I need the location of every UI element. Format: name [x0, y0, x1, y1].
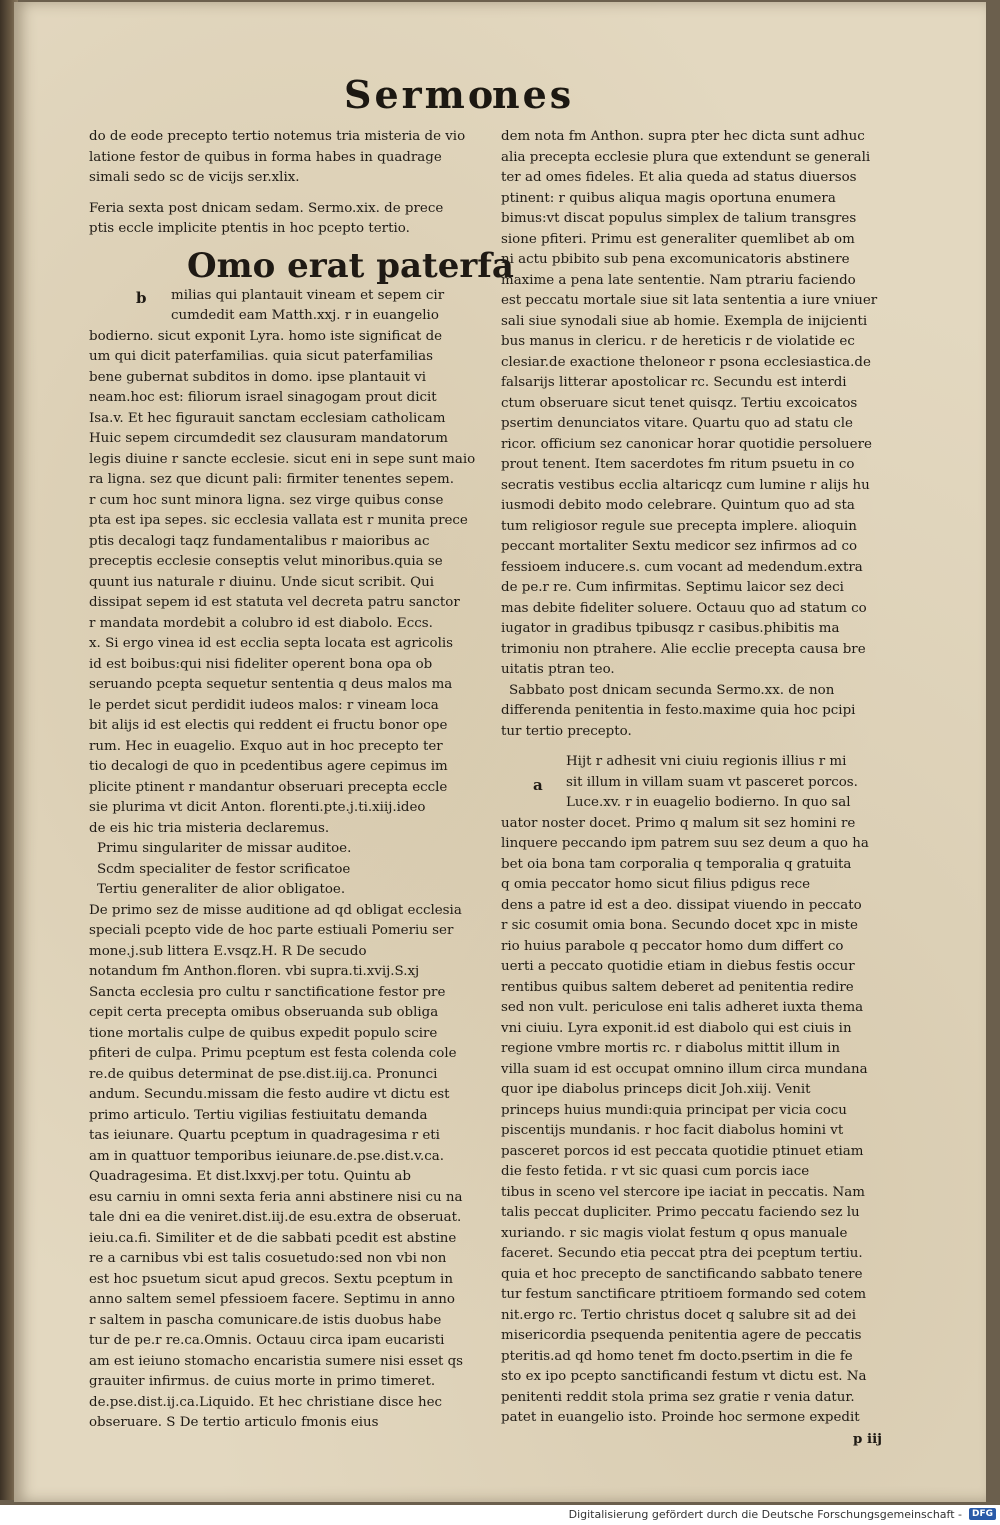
- text-line: [501, 1408, 886, 1429]
- text-line: [89, 429, 484, 450]
- line-text: do de eode precepto tertio notemus tria misteria de vio: [89, 129, 466, 144]
- line-text: talis peccat dupliciter. Primo peccatu faciendo sez lu: [501, 1205, 860, 1220]
- guide-letter: b: [136, 288, 147, 306]
- text-line: [501, 937, 886, 958]
- text-line: [89, 1413, 484, 1434]
- line-text: mas debite fideliter soluere. Octauu quo ad statum co: [501, 600, 867, 616]
- text-line: [89, 388, 484, 409]
- text-line: [89, 491, 484, 512]
- digitization-footer: [0, 1505, 1000, 1525]
- line-text: ricor. officium sez canonicar horar quotidie persoluere: [501, 436, 872, 452]
- line-text: speciali pcepto vide de hoc parte estiuali Pomeriu ser: [89, 923, 454, 938]
- line-text: Hijt r adhesit vni ciuiu regionis illius r mi: [566, 754, 847, 769]
- text-line: [89, 409, 484, 430]
- text-line: [89, 1188, 484, 1209]
- right-column: [501, 127, 886, 1449]
- text-line: [501, 1347, 886, 1368]
- text-line: [89, 1085, 484, 1106]
- line-text: pfiteri de culpa. Primu pceptum est festa colenda cole: [89, 1046, 457, 1061]
- text-line: [501, 332, 886, 353]
- paragraph-gap: [501, 742, 886, 752]
- text-line: [501, 978, 886, 999]
- line-text: Scdm specialiter de festor scrificatoe: [97, 861, 351, 877]
- line-text: piscentijs mundanis. r hoc facit diabolus homini vt: [501, 1123, 844, 1138]
- text-line: [89, 552, 484, 573]
- text-line: [501, 537, 886, 558]
- line-text: quunt ius naturale r diuinu. Unde sicut scribit. Qui: [89, 574, 435, 590]
- text-line: [501, 773, 886, 794]
- text-line: [501, 957, 886, 978]
- line-text: grauiter infirmus. de cuius morte in primo timeret.: [89, 1374, 436, 1389]
- line-text: rum. Hec in euagelio. Exquo aut in hoc precepto ter: [89, 738, 443, 754]
- text-line: [89, 634, 484, 655]
- line-text: am est ieiuno stomacho encaristia sumere nisi esset qs: [89, 1353, 464, 1369]
- text-line: [89, 675, 484, 696]
- line-text: est hoc psuetum sicut apud grecos. Sextu pceptum in: [89, 1271, 453, 1287]
- line-text: pasceret porcos id est peccata quotidie ptinuet etiam: [501, 1143, 864, 1159]
- line-text: primo articulo. Tertiu vigilias festiuitatu demanda: [89, 1107, 428, 1123]
- line-text: uerti a peccato quotidie etiam in diebus festis occur: [501, 959, 855, 974]
- line-text: bodierno. sicut exponit Lyra. homo iste significat de: [89, 328, 443, 344]
- text-line: [89, 1229, 484, 1250]
- text-line: [89, 168, 484, 189]
- text-line: [89, 148, 484, 169]
- line-text: re.de quibus determinat de pse.dist.iij.ca. Pronunci: [89, 1066, 438, 1082]
- line-text: tur tertio precepto.: [501, 723, 632, 739]
- text-line: [501, 1060, 886, 1081]
- line-text: iusmodi debito modo celebrare. Quintum quo ad sta: [501, 498, 855, 513]
- text-line: [89, 655, 484, 676]
- line-text: pteritis.ad qd homo tenet fm docto.psertim in die fe: [501, 1348, 853, 1364]
- text-line: [89, 1352, 484, 1373]
- text-line: [89, 1372, 484, 1393]
- text-line: [501, 414, 886, 435]
- text-line: [501, 1019, 886, 1040]
- text-line: [89, 511, 484, 532]
- dfg-logo: DFG: [969, 1508, 996, 1520]
- line-text: de eis hic tria misteria declaremus.: [89, 820, 330, 836]
- line-text: quor ipe diabolus princeps dicit Joh.xiij. Venit: [501, 1082, 811, 1097]
- header-right: nes: [492, 72, 575, 117]
- line-text: ter ad omes fideles. Et alia queda ad status diuersos: [501, 170, 857, 185]
- line-text: xuriando. r sic magis violat festum q opus manuale: [501, 1225, 848, 1241]
- line-text: misericordia psequenda penitentia agere de peccatis: [501, 1328, 862, 1343]
- text-line: [89, 962, 484, 983]
- text-line: [89, 778, 484, 799]
- line-text: andum. Secundu.missam die festo audire vt dictu est: [89, 1087, 450, 1102]
- line-text: tur de pe.r re.ca.Omnis. Octauu circa ipam eucaristi: [89, 1333, 445, 1348]
- text-line: [501, 373, 886, 394]
- book-page: [14, 2, 986, 1502]
- line-text: cepit certa precepta omibus obseruanda sub obliga: [89, 1005, 439, 1020]
- text-line: [89, 306, 484, 327]
- text-line: [501, 1162, 886, 1183]
- text-line: [501, 271, 886, 292]
- text-line: [89, 942, 484, 963]
- line-text: ieiu.ca.fi. Similiter et de die sabbati pcedit est abstine: [89, 1230, 457, 1246]
- text-line: [89, 1147, 484, 1168]
- text-line: [501, 496, 886, 517]
- text-line: [89, 1167, 484, 1188]
- text-line: [89, 1290, 484, 1311]
- text-line: [89, 798, 484, 819]
- line-text: differenda penitentia in festo.maxime quia hoc pcipi: [501, 703, 856, 718]
- line-text: Tertiu generaliter de alior obligatoe.: [97, 882, 346, 897]
- line-text: neam.hoc est: filiorum israel sinagogam prout dicit: [89, 390, 437, 405]
- text-line: [501, 148, 886, 169]
- text-line: [501, 998, 886, 1019]
- line-text: psertim denunciatos vitare. Quartu quo ad statu cle: [501, 416, 853, 431]
- text-line: [501, 599, 886, 620]
- line-text: r mandata mordebit a colubro id est diabolo. Eccs.: [89, 615, 433, 631]
- text-line: [89, 327, 484, 348]
- line-text: Huic sepem circumdedit sez clausuram mandatorum: [89, 431, 448, 446]
- line-text: maxime a pena late sententie. Nam ptrariu faciendo: [501, 272, 856, 288]
- text-line: [89, 1106, 484, 1127]
- text-line: [89, 1311, 484, 1332]
- line-text: notandum fm Anthon.floren. vbi supra.ti.xvij.S.xj: [89, 964, 420, 979]
- text-line: [89, 1393, 484, 1414]
- line-text: iugator in gradibus tpibusqz r casibus.phibitis ma: [501, 621, 840, 636]
- text-line: [501, 701, 886, 722]
- line-text: cumdedit eam Matth.xxj. r in euangelio: [171, 308, 439, 323]
- line-text: legis diuine r sancte ecclesie. sicut eni in sepe sunt maio: [89, 451, 476, 467]
- text-line: [89, 593, 484, 614]
- line-text: patet in euangelio isto. Proinde hoc sermone expedit: [501, 1410, 860, 1425]
- text-line: [89, 1249, 484, 1270]
- paragraph-gap: [89, 189, 484, 199]
- line-text: um qui dicit paterfamilias. quia sicut paterfamilias: [89, 349, 433, 364]
- text-line: [501, 875, 886, 896]
- line-text: De primo sez de misse auditione ad qd obligat ecclesia: [89, 902, 462, 918]
- line-text: Quadragesima. Et dist.lxxvj.per totu. Quintu ab: [89, 1169, 411, 1184]
- line-text: de.pse.dist.ij.ca.Liquido. Et hec christiane disce hec: [89, 1394, 443, 1410]
- text-line: [501, 230, 886, 251]
- text-line: [89, 1331, 484, 1352]
- line-text: Feria sexta post dnicam sedam. Sermo.xix. de prece: [89, 200, 444, 216]
- line-text: bit alijs id est electis qui reddent ei fructu bonor ope: [89, 718, 448, 733]
- text-line: [501, 916, 886, 937]
- text-line: [501, 558, 886, 579]
- text-line: [501, 814, 886, 835]
- line-text: peccant mortaliter Sextu medicor sez infirmos ad co: [501, 539, 858, 554]
- text-line: [501, 722, 886, 743]
- line-text: anno saltem semel pfessioem facere. Septimu in anno: [89, 1292, 455, 1307]
- text-line: [89, 199, 484, 220]
- text-line: [501, 660, 886, 681]
- header-left: Sermo: [344, 72, 497, 117]
- line-text: sione pfiteri. Primu est generaliter quemlibet ab om: [501, 231, 855, 247]
- line-text: seruando pcepta sequetur sententia q deus malos ma: [89, 677, 453, 692]
- text-line: [89, 716, 484, 737]
- line-text: de pe.r re. Cum infirmitas. Septimu laicor sez deci: [501, 580, 844, 595]
- text-line: [89, 286, 484, 307]
- line-text: tio decalogi de quo in pcedentibus agere cepimus im: [89, 759, 448, 774]
- line-text: ni actu pbibito sub pena excomunicatoris abstinere: [501, 252, 850, 267]
- text-line: [89, 921, 484, 942]
- line-text: secratis vestibus ecclia altaricqz cum lumine r alijs hu: [501, 477, 870, 493]
- text-line: [89, 839, 484, 860]
- line-text: r saltem in pascha comunicare.de istis duobus habe: [89, 1312, 442, 1328]
- left-column: [89, 127, 514, 1434]
- line-text: rio huius parabole q peccator homo dum differt co: [501, 938, 844, 954]
- line-text: falsarijs litterar apostolicar rc. Secundu est interdi: [501, 375, 847, 390]
- footer-credit: Digitalisierung gefördert durch die Deutsche Forschungsgemeinschaft -: [568, 1508, 962, 1521]
- line-text: Isa.v. Et hec figurauit sanctam ecclesiam catholicam: [89, 410, 446, 426]
- text-line: [89, 368, 484, 389]
- text-line: [501, 127, 886, 148]
- text-line: [501, 681, 886, 702]
- text-line: [89, 1270, 484, 1291]
- line-text: obseruare. S De tertio articulo fmonis eius: [89, 1415, 379, 1430]
- line-text: ptinent: r quibus aliqua magis oportuna enumera: [501, 190, 836, 206]
- line-text: mone.j.sub littera E.vsqz.H. R De secudo: [89, 943, 367, 959]
- text-line: [89, 1065, 484, 1086]
- text-line: [501, 476, 886, 497]
- line-text: rentibus quibus saltem deberet ad penitentia redire: [501, 979, 854, 995]
- text-line: [89, 450, 484, 471]
- line-text: x. Si ergo vinea id est ecclia septa locata est agricolis: [89, 636, 454, 651]
- line-text: sto ex ipo pcepto sanctificandi festum vt dictu est. Na: [501, 1369, 867, 1384]
- line-text: Sabbato post dnicam secunda Sermo.xx. de non: [509, 682, 835, 698]
- text-line: [89, 1208, 484, 1229]
- line-text: bet oia bona tam corporalia q temporalia q gratuita: [501, 856, 852, 872]
- line-text: Primu singulariter de missar auditoe.: [97, 841, 352, 856]
- text-line: [501, 209, 886, 230]
- text-line: [501, 455, 886, 476]
- line-text: est peccatu mortale siue sit lata sententia a iure vniuer: [501, 293, 878, 308]
- line-text: ptis eccle implicite ptentis in hoc pcepto tertio.: [89, 221, 410, 236]
- line-text: pta est ipa sepes. sic ecclesia vallata est r munita prece: [89, 513, 468, 528]
- line-text: id est boibus:qui nisi fideliter operent bona opa ob: [89, 656, 433, 672]
- line-text: Sancta ecclesia pro cultu r sanctificatione festor pre: [89, 984, 446, 1000]
- line-text: le perdet sicut perdidit iudeos malos: r vineam loca: [89, 697, 439, 713]
- line-text: re a carnibus vbi est talis cosuetudo:sed non vbi non: [89, 1251, 447, 1266]
- text-line: [501, 517, 886, 538]
- text-line: [501, 189, 886, 210]
- line-text: princeps huius mundi:quia principat per vicia cocu: [501, 1102, 847, 1118]
- line-text: ra ligna. sez que dicunt pali: firmiter tenentes sepem.: [89, 472, 454, 487]
- line-text: uator noster docet. Primo q malum sit sez homini re: [501, 815, 856, 831]
- text-line: [89, 983, 484, 1004]
- text-line: [89, 127, 484, 148]
- line-text: ctum obseruare sicut tenet quisqz. Tertiu excoicatos: [501, 395, 858, 411]
- text-line: [501, 353, 886, 374]
- line-text: alia precepta ecclesie plura que extendunt se generali: [501, 149, 871, 165]
- text-line: [501, 250, 886, 271]
- text-line: [89, 573, 484, 594]
- text-line: [89, 614, 484, 635]
- text-line: [89, 860, 484, 881]
- text-line: [89, 880, 484, 901]
- line-text: simali sedo sc de vicijs ser.xlix.: [89, 170, 300, 185]
- incipit-heading: Omo erat paterfa: [187, 245, 514, 286]
- line-text: Luce.xv. r in euagelio bodierno. In quo sal: [566, 795, 851, 810]
- text-line: [89, 1003, 484, 1024]
- text-line: [501, 291, 886, 312]
- text-line: [501, 834, 886, 855]
- text-line: [501, 1244, 886, 1265]
- line-text: am in quattuor temporibus ieiunare.de.pse.dist.v.ca.: [89, 1148, 445, 1164]
- text-line: [89, 819, 484, 840]
- line-text: tas ieiunare. Quartu pceptum in quadragesima r eti: [89, 1128, 440, 1143]
- text-line: [501, 1080, 886, 1101]
- text-line: [501, 1326, 886, 1347]
- line-text: bimus:vt discat populus simplex de talium transgres: [501, 211, 857, 226]
- line-text: tale dni ea die veniret.dist.iij.de esu.extra de obseruat.: [89, 1210, 462, 1225]
- guide-letter: a: [533, 775, 543, 793]
- line-text: bus manus in clericu. r de hereticis r de violatide ec: [501, 334, 855, 349]
- text-line: [501, 394, 886, 415]
- text-line: [501, 1285, 886, 1306]
- text-line: [501, 578, 886, 599]
- text-line: [501, 1142, 886, 1163]
- line-text: uitatis ptran teo.: [501, 662, 615, 677]
- line-text: faceret. Secundo etia peccat ptra dei pceptum tertiu.: [501, 1246, 863, 1261]
- text-line: [89, 1044, 484, 1065]
- text-line: [501, 1121, 886, 1142]
- line-text: linquere peccando ipm patrem suu sez deum a quo ha: [501, 836, 869, 851]
- text-line: [501, 1388, 886, 1409]
- text-line: [501, 312, 886, 333]
- text-line: [89, 1024, 484, 1045]
- line-text: latione festor de quibus in forma habes in quadrage: [89, 149, 442, 165]
- text-line: [501, 1367, 886, 1388]
- line-text: sali siue synodali siue ab homie. Exempla de inijcienti: [501, 313, 868, 329]
- text-line: [89, 757, 484, 778]
- line-text: tibus in sceno vel stercore ipe iaciat in peccatis. Nam: [501, 1184, 865, 1200]
- line-text: die festo fetida. r vt sic quasi cum porcis iace: [501, 1164, 810, 1179]
- text-line: [501, 168, 886, 189]
- text-line: [501, 435, 886, 456]
- text-line: [89, 470, 484, 491]
- line-text: quia et hoc precepto de sanctificando sabbato tenere: [501, 1266, 863, 1282]
- line-text: tur festum sanctificare ptritioem formando sed cotem: [501, 1287, 867, 1302]
- text-line: [89, 1126, 484, 1147]
- text-line: [501, 1101, 886, 1122]
- text-line: [501, 1183, 886, 1204]
- line-text: tione mortalis culpe de quibus expedit populo scire: [89, 1025, 438, 1041]
- line-text: preceptis ecclesie conseptis velut minoribus.quia se: [89, 554, 443, 569]
- text-line: [89, 696, 484, 717]
- running-header: [14, 72, 986, 122]
- line-text: dissipat sepem id est statuta vel decreta patru sanctor: [89, 595, 460, 610]
- text-line: [89, 347, 484, 368]
- line-text: milias qui plantauit vineam et sepem cir: [171, 287, 445, 303]
- line-text: ptis decalogi taqz fundamentalibus r maioribus ac: [89, 533, 430, 549]
- text-line: [501, 1306, 886, 1327]
- text-line: [501, 640, 886, 661]
- text-line: [89, 901, 484, 922]
- line-text: bene gubernat subditos in domo. ipse plantauit vi: [89, 369, 427, 385]
- text-line: [501, 793, 886, 814]
- text-line: [501, 855, 886, 876]
- line-text: q omia peccator homo sicut filius pdigus rece: [501, 877, 811, 892]
- signature-mark: p iij: [852, 1430, 882, 1447]
- line-text: villa suam id est occupat omnino illum circa mundana: [501, 1061, 868, 1077]
- line-text: clesiar.de exactione theloneor r psona ecclesiastica.de: [501, 354, 871, 370]
- line-text: dens a patre id est a deo. dissipat viuendo in peccato: [501, 897, 862, 913]
- line-text: sit illum in villam suam vt pasceret porcos.: [566, 774, 858, 790]
- line-text: r cum hoc sunt minora ligna. sez virge quibus conse: [89, 492, 444, 508]
- line-text: r sic cosumit omia bona. Secundo docet xpc in miste: [501, 918, 858, 933]
- text-line: [501, 1203, 886, 1224]
- text-line: [501, 752, 886, 773]
- line-text: tum religiosor regule sue precepta implere. alioquin: [501, 518, 857, 534]
- text-line: [89, 219, 484, 240]
- line-text: prout tenent. Item sacerdotes fm ritum psuetu in co: [501, 457, 855, 472]
- line-text: regione vmbre mortis rc. r diabolus mittit illum in: [501, 1041, 840, 1056]
- line-text: fessioem inducere.s. cum vocant ad medendum.extra: [501, 559, 863, 575]
- line-text: sie plurima vt dicit Anton. florenti.pte.j.ti.xiij.ideo: [89, 800, 426, 815]
- text-line: [89, 737, 484, 758]
- line-text: plicite ptinent r mandantur obseruari precepta eccle: [89, 779, 448, 795]
- text-line: [501, 896, 886, 917]
- line-text: sed non vult. periculose eni talis adheret iuxta thema: [501, 1000, 864, 1015]
- line-text: dem nota fm Anthon. supra pter hec dicta sunt adhuc: [501, 129, 865, 144]
- line-text: trimoniu non ptrahere. Alie ecclie precepta causa bre: [501, 641, 866, 657]
- line-text: esu carniu in omni sexta feria anni abstinere nisi cu na: [89, 1189, 463, 1205]
- line-text: vni ciuiu. Lyra exponit.id est diabolo qui est ciuis in: [501, 1020, 852, 1036]
- text-line: [501, 1224, 886, 1245]
- text-line: [501, 1039, 886, 1060]
- line-text: nit.ergo rc. Tertio christus docet q salubre sit ad dei: [501, 1307, 857, 1323]
- text-line: [501, 619, 886, 640]
- text-line: [89, 532, 484, 553]
- line-text: penitenti reddit stola prima sez gratie r venia datur.: [501, 1389, 855, 1405]
- text-line: [501, 1265, 886, 1286]
